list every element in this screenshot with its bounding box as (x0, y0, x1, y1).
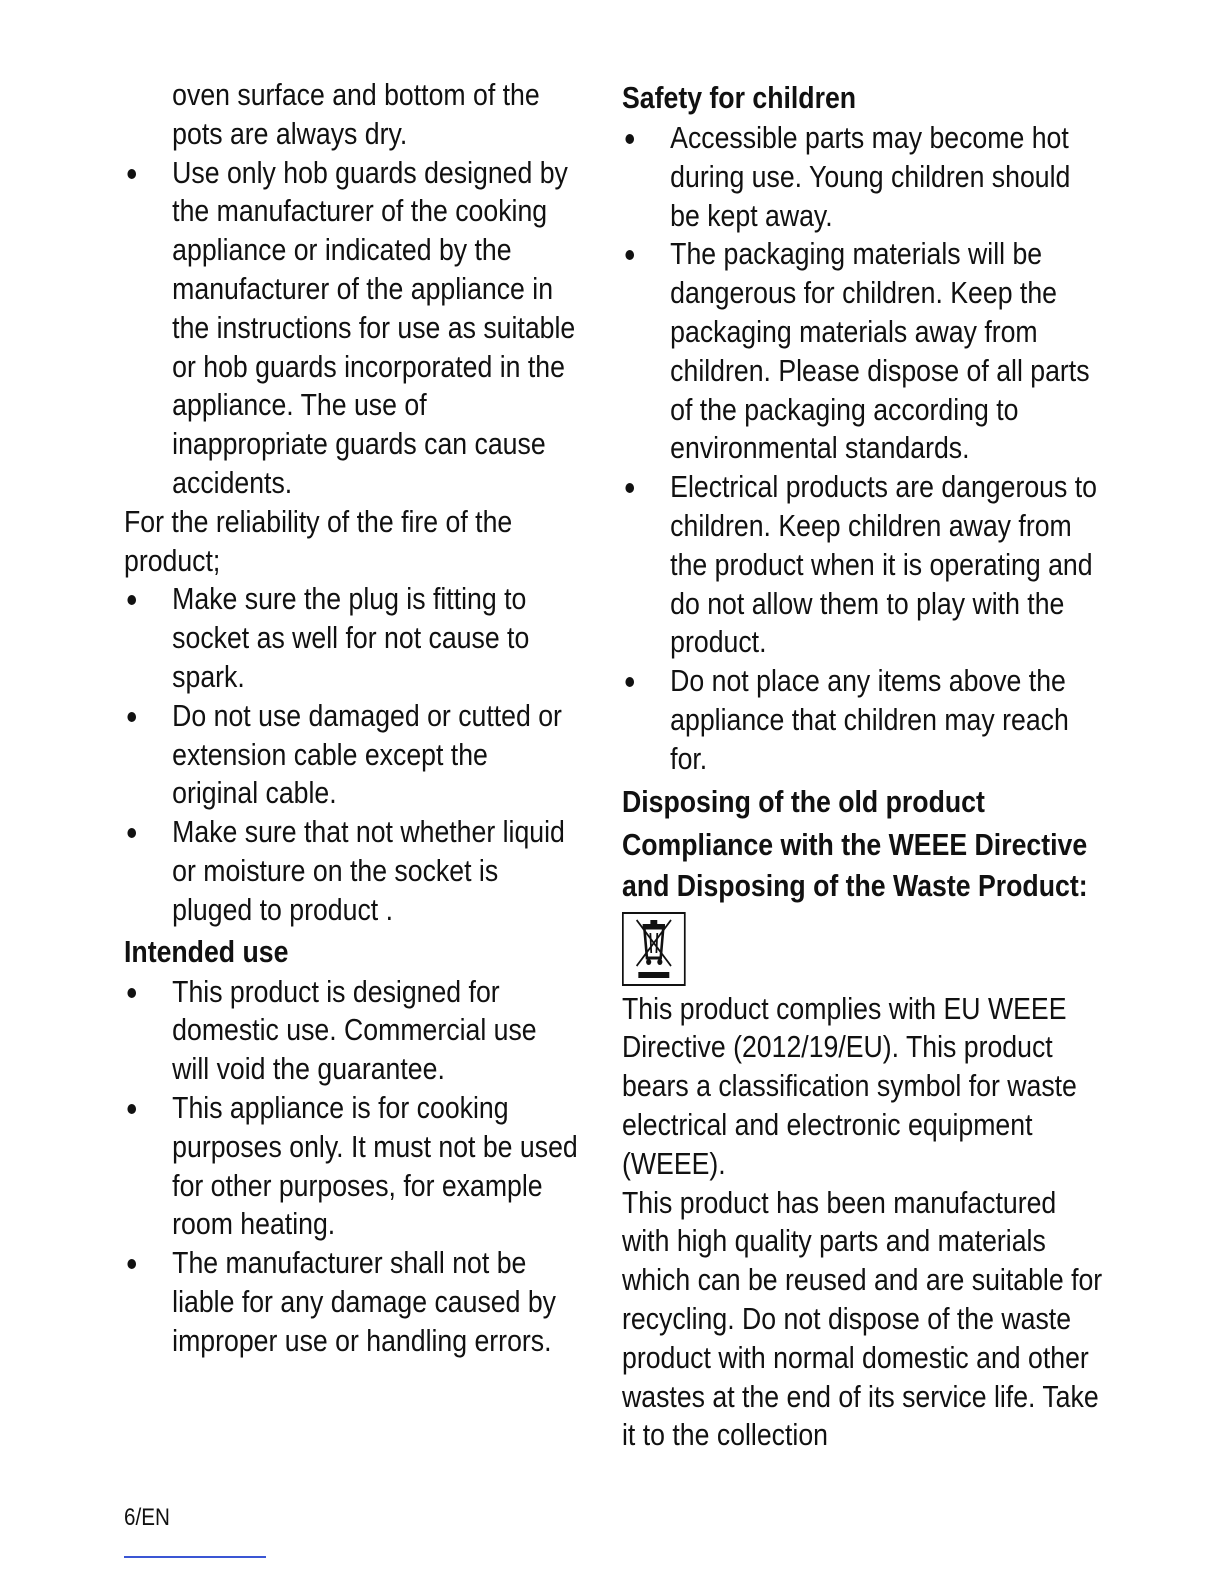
left-column (124, 76, 580, 1361)
bullet-packaging-materials (622, 235, 1104, 468)
bullet-liquid-moisture (124, 813, 580, 929)
bullet-text: This product is designed for domestic use. Commercial use will void the guarantee. (172, 973, 537, 1087)
bullet-text: Do not use damaged or cutted or extension cable except the original cable. (172, 697, 562, 811)
bullet-text: Make sure the plug is fitting to socket as well for not cause to spark. (172, 581, 530, 694)
bullet-items-above (622, 662, 1104, 778)
crossed-out-wheelie-bin-icon (628, 916, 680, 982)
continued-text-line-2: pots are always dry. (172, 115, 408, 151)
continued-text-line-1: oven surface and bottom of the (172, 77, 540, 112)
bullet-extension-cable (124, 697, 580, 813)
bullet-domestic-use (124, 973, 580, 1089)
weee-paragraph-2: This product has been manufactured with high quality parts and materials which can be reused and are suitable for recycling. Do not dispose of the waste product with normal domestic and other wastes at the end of its service life. Take it to the collection (622, 1184, 1103, 1453)
bullet-dot (127, 988, 136, 998)
bullet-dot (127, 1259, 136, 1269)
bullet-dot (127, 712, 136, 722)
bullet-text: Use only hob guards designed by the manufacturer of the cooking appliance or indicated by the manufacturer of the appliance in the instructions for use as suitable or hob guards incorporated in the appliance. The use of inappropriate guards can cause accidents. (172, 154, 576, 500)
bullet-dot (625, 134, 634, 144)
fire-reliability-text: For the reliability of the fire of the product; (124, 503, 513, 578)
bullet-manufacturer-liability (124, 1244, 580, 1360)
bullet-text: This appliance is for cooking purposes only. It must not be used for other purposes, for example room heating. (172, 1089, 578, 1242)
page-number: 6/EN (124, 1504, 170, 1531)
bullet-dot (625, 483, 634, 493)
bullet-cooking-only (124, 1089, 580, 1244)
bullet-dot (127, 169, 136, 179)
right-column (622, 76, 1104, 1455)
bullet-text: The packaging materials will be dangerous for children. Keep the packaging materials away from children. Please dispose of all parts of the packaging according to environmental standards. (670, 236, 1090, 466)
disposing-heading: Disposing of the old product (622, 783, 985, 819)
bullet-dot (127, 828, 136, 838)
bullet-text: Accessible parts may become hot during use. Young children should be kept away. (670, 120, 1071, 233)
bullet-dot (127, 595, 136, 605)
weee-compliance-heading: Compliance with the WEEE Directive and Disposing of the Waste Product: (622, 826, 1088, 903)
bullet-dot (625, 250, 634, 260)
bullet-electrical-products (622, 468, 1104, 662)
bullet-dot (127, 1104, 136, 1114)
bullet-hob-guards (124, 154, 580, 503)
weee-symbol-box (622, 912, 686, 986)
safety-for-children-heading: Safety for children (622, 80, 857, 115)
bullet-text: Electrical products are dangerous to children. Keep children away from the product when it is operating and do not allow them to play with the product. (670, 469, 1097, 660)
footer-rule (124, 1556, 266, 1558)
bullet-dot (625, 677, 634, 687)
weee-paragraph-1: This product complies with EU WEEE Directive (2012/19/EU). This product bears a classification symbol for waste electrical and electronic equipment (WEEE). (622, 990, 1077, 1181)
bullet-accessible-parts (622, 119, 1104, 235)
bullet-plug-fitting (124, 580, 580, 696)
bullet-text: Make sure that not whether liquid or moisture on the socket is pluged to product . (172, 814, 565, 927)
bullet-text: Do not place any items above the appliance that children may reach for. (670, 663, 1069, 776)
bullet-text: The manufacturer shall not be liable for any damage caused by improper use or handling errors. (172, 1245, 557, 1358)
intended-use-heading: Intended use (124, 933, 289, 969)
